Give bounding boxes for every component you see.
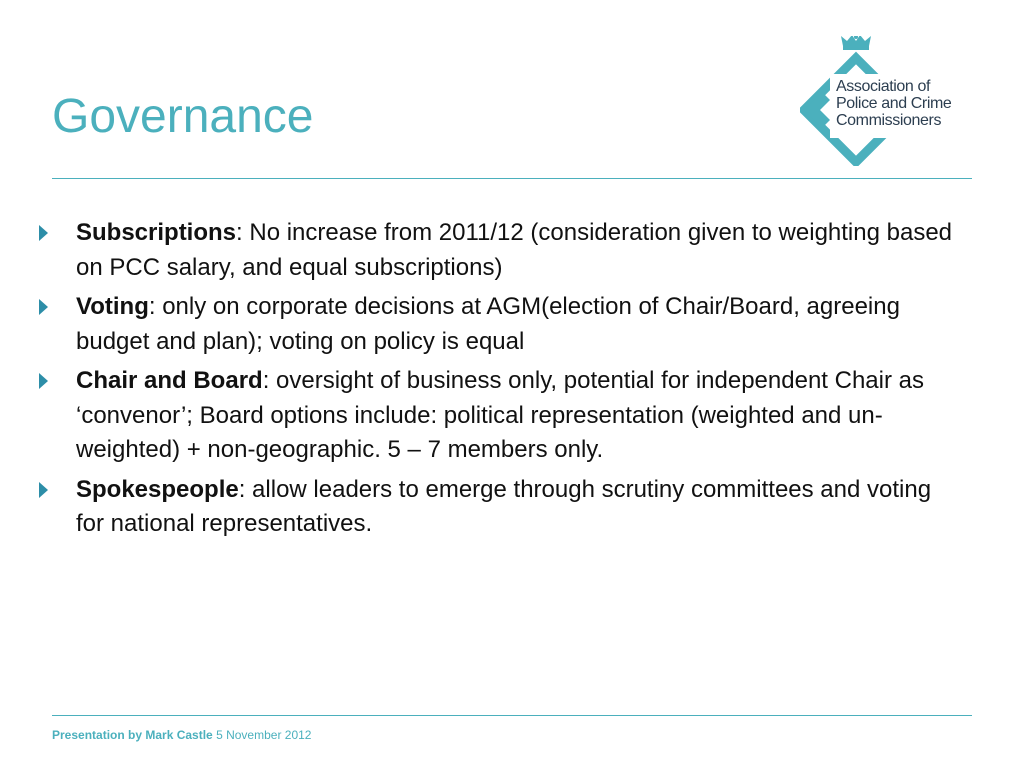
footer-divider (52, 715, 972, 716)
logo-line: Commissioners (836, 112, 942, 129)
slide-title: Governance (52, 90, 314, 143)
bullet-term: Voting (76, 293, 149, 320)
bullet-text: : oversight of business only, potential for independent Chair as ‘convenor’; Board options include: political representation (weighted and un-weighted) + non-geographic. 5 – 7 members only. (76, 367, 924, 463)
bullet-term: Subscriptions (76, 219, 237, 246)
bullet-text: : No increase from 2011/12 (consideration given to weighting based on PCC salary, and equal subscriptions) (76, 219, 953, 281)
bullet-text: : only on corporate decisions at AGM(election of Chair/Board, agreeing budget and plan); voting on policy is equal (76, 293, 900, 355)
logo-line: Association of (836, 78, 931, 95)
bullet-term: Chair and Board (76, 367, 263, 394)
footer (52, 727, 311, 743)
apcc-logo (800, 36, 990, 166)
bullet-item (34, 473, 964, 542)
triangle-bullet-icon (39, 225, 48, 241)
triangle-bullet-icon (39, 482, 48, 498)
logo-line: Police and Crime (836, 95, 952, 112)
bullet-item (34, 290, 964, 359)
triangle-bullet-icon (39, 299, 48, 315)
header-divider (52, 178, 972, 179)
logo-text (836, 78, 986, 129)
bullet-item (34, 216, 964, 285)
bullet-item (34, 364, 964, 468)
crown-icon (841, 36, 871, 50)
bullet-list (34, 216, 964, 547)
bullet-term: Spokespeople (76, 475, 239, 503)
bullet-text: : allow leaders to emerge through scrutiny committees and voting for national representatives. (76, 475, 932, 537)
footer-presenter: Presentation by Mark Castle (52, 728, 213, 742)
footer-date: 5 November 2012 (216, 728, 312, 742)
triangle-bullet-icon (39, 373, 48, 389)
